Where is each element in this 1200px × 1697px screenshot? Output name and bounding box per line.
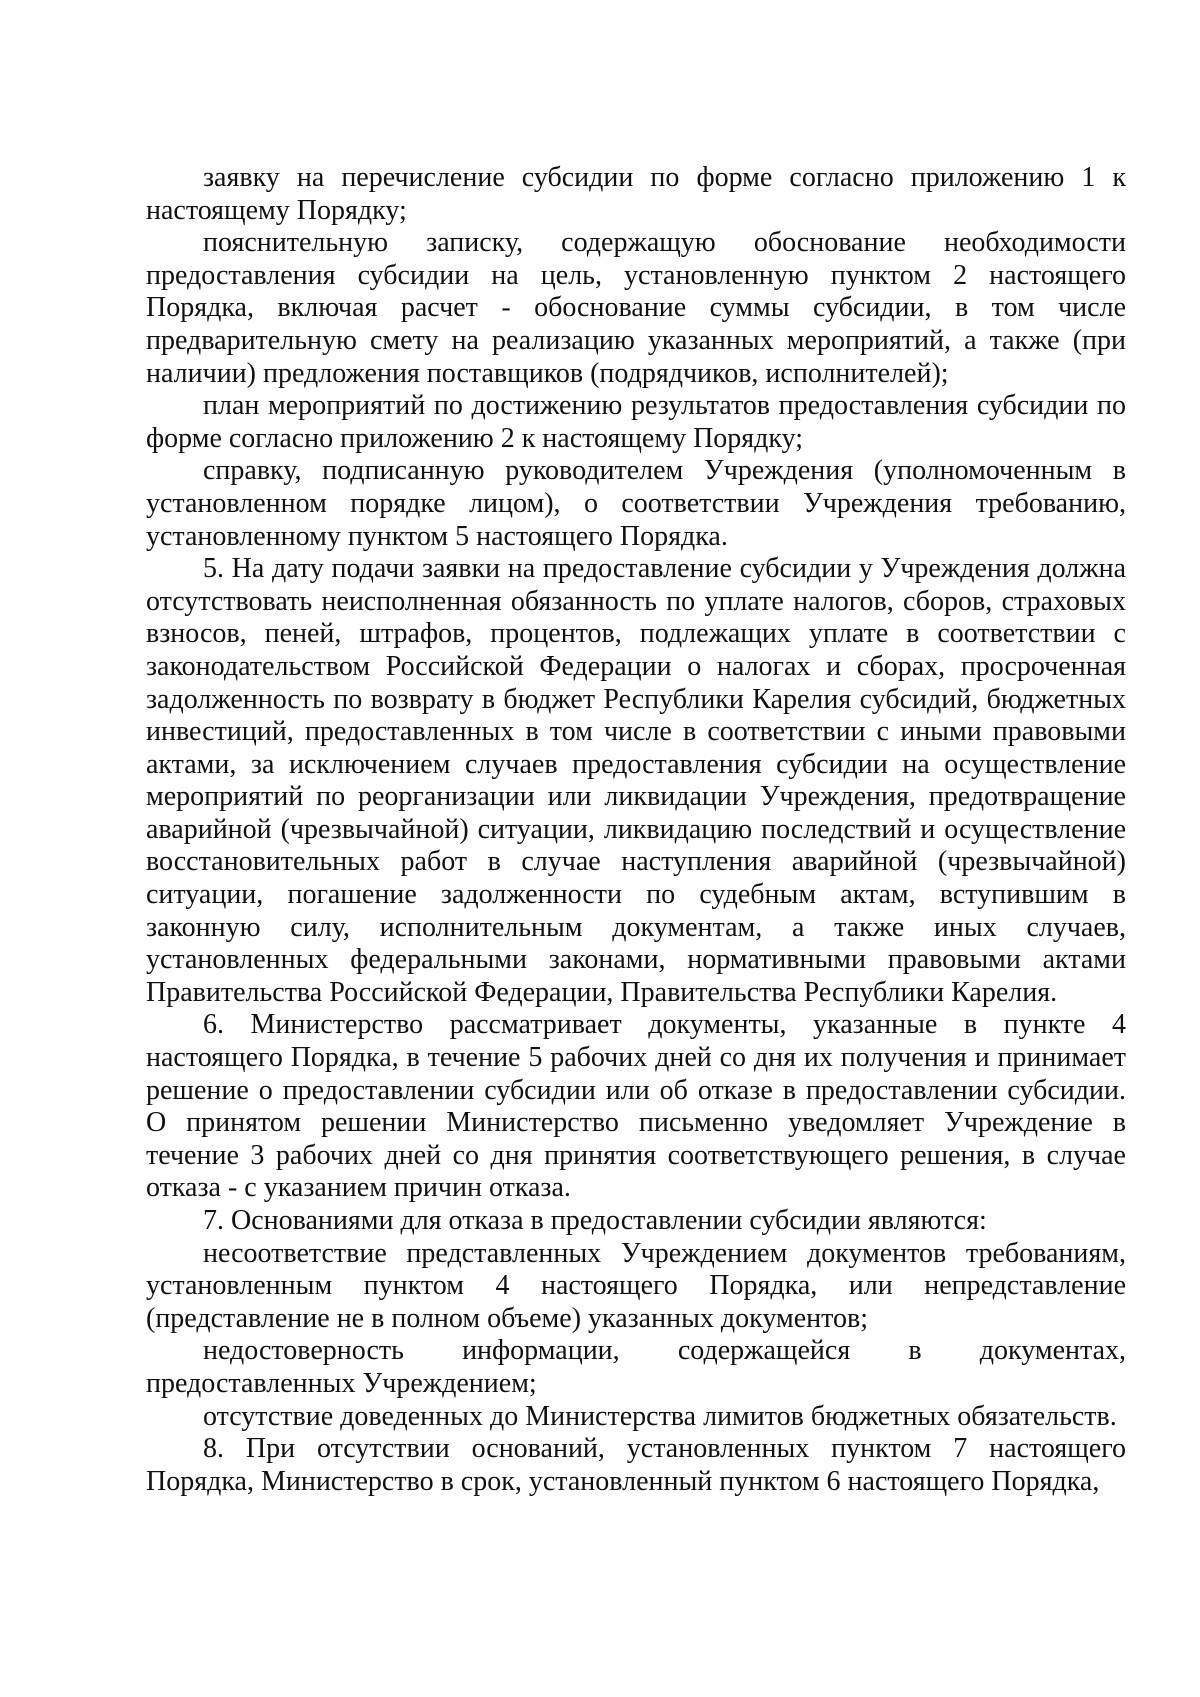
paragraph-refusal-reason-inaccuracy: недостоверность информации, содержащейся в документах, предоставленных Учреждением; [146, 1335, 1126, 1399]
paragraph-explanatory-note: пояснительную записку, содержащую обоснование необходимости предоставления субсидии на цель, установленную пунктом 2 настоящего Порядка, включая расчет - обоснование суммы субсидии, в том числе предварительную смету на реализацию указанных мероприятий, а также (при наличии) предложения поставщиков (подрядчиков, исполнителей); [146, 227, 1126, 389]
paragraph-item-8: 8. При отсутствии оснований, установленных пунктом 7 настоящего Порядка, Министерство в срок, установленный пунктом 6 настоящего Порядка, [146, 1433, 1126, 1497]
paragraph-item-6: 6. Министерство рассматривает документы, указанные в пункте 4 настоящего Порядка, в течение 5 рабочих дней со дня их получения и принимает решение о предоставлении субсидии или об отказе в предоставлении субсидии. О принятом решении Министерство письменно уведомляет Учреждение в течение 3 рабочих дней со дня принятия соответствующего решения, в случае отказа - с указанием причин отказа. [146, 1009, 1126, 1204]
document-page [146, 162, 1126, 1498]
paragraph-refusal-reason-noncompliance: несоответствие представленных Учреждением документов требованиям, установленным пунктом 4 настоящего Порядка, или непредставление (представление не в полном объеме) указанных документов; [146, 1237, 1126, 1334]
paragraph-certificate: справку, подписанную руководителем Учреждения (уполномоченным в установленном порядке лицом), о соответствии Учреждения требованию, установленному пунктом 5 настоящего Порядка. [146, 455, 1126, 552]
paragraph-refusal-reason-limits: отсутствие доведенных до Министерства лимитов бюджетных обязательств. [203, 1400, 1117, 1432]
paragraph-item-5: 5. На дату подачи заявки на предоставление субсидии у Учреждения должна отсутствовать неисполненная обязанность по уплате налогов, сборов, страховых взносов, пеней, штрафов, процентов, подлежащих уплате в соответствии с законодательством Российской Федерации о налогах и сборах, просроченная задолженность по возврату в бюджет Республики Карелия субсидий, бюджетных инвестиций, предоставленных в том числе в соответствии с иными правовыми актами, за исключением случаев предоставления субсидии на осуществление мероприятий по реорганизации или ликвидации Учреждения, предотвращение аварийной (чрезвычайной) ситуации, ликвидацию последствий и осуществление восстановительных работ в случае наступления аварийной (чрезвычайной) ситуации, погашение задолженности по судебным актам, вступившим в законную силу, исполнительным документам, а также иных случаев, установленных федеральными законами, нормативными правовыми актами Правительства Российской Федерации, Правительства Республики Карелия. [146, 553, 1126, 1008]
paragraph-application-form: заявку на перечисление субсидии по форме согласно приложению 1 к настоящему Порядку; [146, 162, 1126, 226]
paragraph-action-plan: план мероприятий по достижению результатов предоставления субсидии по форме согласно приложению 2 к настоящему Порядку; [146, 390, 1126, 454]
paragraph-item-7: 7. Основаниями для отказа в предоставлении субсидии являются: [203, 1205, 987, 1236]
